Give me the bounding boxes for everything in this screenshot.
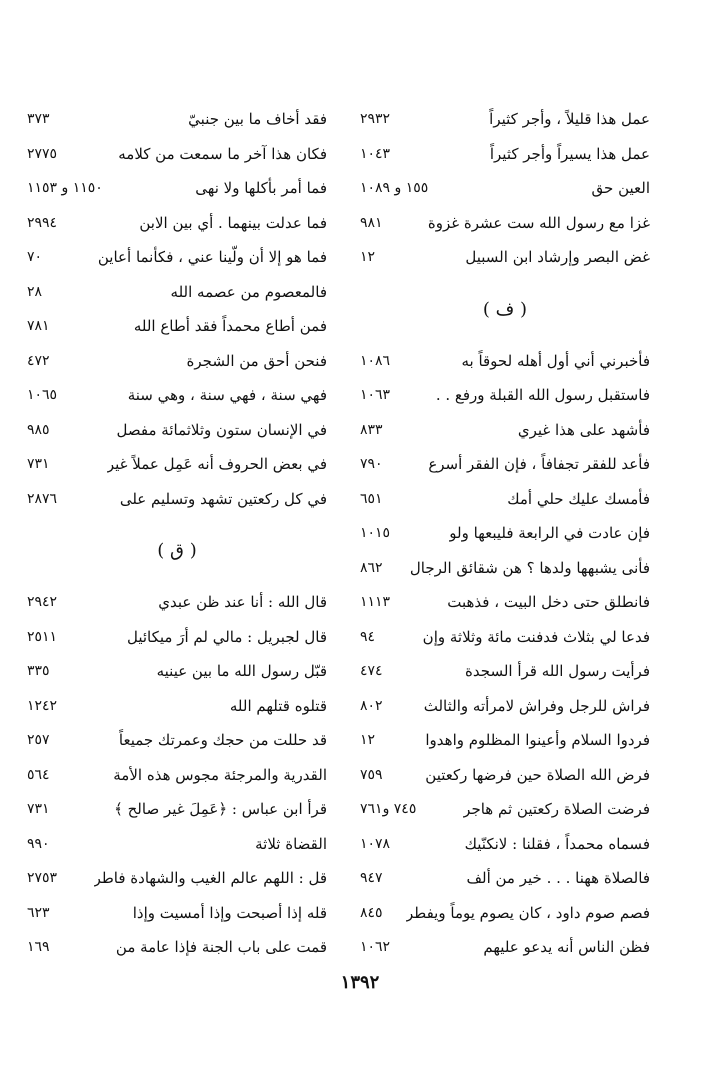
entry-text: في بعض الحروف أنه عَمِل عملاً غير bbox=[106, 455, 327, 473]
entry-number: ٢٨٧٦ bbox=[27, 490, 58, 507]
entry-number: ٥٦٤ bbox=[27, 766, 50, 783]
index-column-left bbox=[27, 102, 327, 965]
entry-text: قبّل رسول الله ما بين عينيه bbox=[156, 662, 327, 680]
entry-number: ٢٩٣٢ bbox=[360, 111, 391, 127]
index-entry bbox=[27, 930, 327, 965]
index-entry bbox=[360, 654, 650, 689]
entry-text: فنحن أحق من الشجرة bbox=[186, 351, 327, 370]
entry-text: العين حق bbox=[591, 179, 650, 197]
entry-text: فهي سنة ، فهي سنة ، وهي سنة bbox=[127, 386, 327, 404]
entry-text: فراش للرجل وفراش لامرأته والثالث bbox=[423, 696, 650, 715]
index-entry bbox=[360, 447, 650, 482]
index-entry bbox=[360, 758, 650, 793]
entry-text: عمل هذا يسيراً وأجر كثيراً bbox=[489, 144, 650, 163]
entry-number: ٢٩٤٢ bbox=[27, 594, 58, 610]
entry-number: ٦٢٣ bbox=[27, 904, 50, 921]
entry-text: فأعد للفقر تجفافاً ، فإن الفقر أسرع bbox=[428, 455, 650, 473]
index-entry bbox=[27, 447, 327, 482]
entry-text: في الإنسان ستون وثلاثمائة مفصل bbox=[116, 420, 327, 439]
index-entry bbox=[27, 275, 327, 310]
entry-text: فدعا لي بثلاث فدفنت مائة وثلاثة وإن bbox=[422, 627, 650, 646]
entry-number: ١٦٩ bbox=[27, 939, 50, 955]
entry-number: ١٠٦٥ bbox=[27, 387, 58, 403]
entry-number: ٢٨ bbox=[27, 283, 43, 300]
index-entry bbox=[27, 654, 327, 689]
entry-number: ٢٩٩٤ bbox=[27, 214, 58, 231]
entry-text: قمت على باب الجنة فإذا عامة من bbox=[115, 938, 327, 956]
index-entry bbox=[360, 585, 650, 620]
entry-text: فالصلاة ههنا . . . خير من ألف bbox=[466, 869, 650, 887]
index-entry bbox=[27, 585, 327, 620]
entry-text: فأخبرني أني أول أهله لحوقاً به bbox=[461, 351, 650, 370]
section-heading: ( ف ) bbox=[482, 298, 528, 320]
entry-number: ٩٤٧ bbox=[360, 870, 383, 886]
entry-text: قرأ ابن عباس : ﴿عَمِلَ غير صالح ﴾ bbox=[114, 800, 327, 818]
entry-number: ١١٥٠ و ١١٥٣ bbox=[27, 180, 103, 196]
index-entry bbox=[360, 861, 650, 896]
entry-text: فقد أخاف ما بين جنبيّ bbox=[188, 110, 327, 128]
entry-number: ٢٧٥٣ bbox=[27, 870, 58, 886]
entry-text: عمل هذا قليلاً ، وأجر كثيراً bbox=[489, 110, 650, 128]
entry-text: قال الله : أنا عند ظن عبدي bbox=[158, 593, 327, 611]
entry-number: ١٠٨٦ bbox=[360, 352, 391, 369]
index-entry bbox=[27, 620, 327, 655]
entry-text: فصم صوم داود ، كان يصوم يوماً ويفطر bbox=[406, 903, 650, 922]
entry-text: غزا مع رسول الله ست عشرة غزوة bbox=[427, 213, 650, 232]
index-entry bbox=[27, 758, 327, 793]
entry-text: فأنى يشبهها ولدها ؟ هن شقائق الرجال bbox=[409, 558, 650, 577]
index-entry bbox=[27, 309, 327, 344]
index-entry bbox=[27, 792, 327, 827]
entry-number: ٧٥٩ bbox=[360, 766, 383, 783]
entry-number: ٧٠ bbox=[27, 249, 43, 265]
entry-number: ٩٩٠ bbox=[27, 835, 50, 852]
index-column-right bbox=[360, 102, 650, 965]
index-entry bbox=[27, 723, 327, 758]
entry-text: قتلوه قتلهم الله bbox=[229, 696, 327, 715]
entry-text: فإن عادت في الرابعة فليبعها ولو bbox=[449, 524, 650, 542]
entry-number: ١٠٦٢ bbox=[360, 939, 391, 955]
entry-text: قله إذا أصبحت وإذا أمسيت وإذا bbox=[132, 903, 327, 922]
entry-number: ١٥٥ و ١٠٨٩ bbox=[360, 180, 429, 196]
entry-number: ٢٥١١ bbox=[27, 628, 58, 645]
entry-text: قال لجبريل : مالي لم أرَ ميكائيل bbox=[126, 627, 327, 646]
entry-text: فما هو إلا أن ولّينا عني ، فكأنما أعاين bbox=[97, 248, 327, 266]
index-entry bbox=[360, 930, 650, 965]
entry-number: ١٢٤٢ bbox=[27, 697, 58, 714]
entry-number: ٧٨١ bbox=[27, 318, 50, 334]
entry-number: ٣٣٥ bbox=[27, 663, 50, 679]
entry-text: قل : اللهم عالم الغيب والشهادة فاطر bbox=[93, 869, 327, 887]
entry-text: فاستقبل رسول الله القبلة ورفع . . bbox=[435, 386, 650, 404]
index-entry bbox=[27, 482, 327, 517]
entry-number: ٧٣١ bbox=[27, 456, 50, 472]
index-entry bbox=[27, 861, 327, 896]
index-entry bbox=[27, 413, 327, 448]
entry-number: ١١١٣ bbox=[360, 594, 391, 610]
entry-text: فأمسك عليك حلي أمك bbox=[507, 489, 650, 508]
entry-text: فانطلق حتى دخل البيت ، فذهبت bbox=[447, 593, 650, 611]
index-entry bbox=[360, 896, 650, 931]
index-entry bbox=[27, 896, 327, 931]
entry-text: فما عدلت بينهما . أي بين الابن bbox=[139, 213, 327, 232]
entry-number: ٣٧٣ bbox=[27, 111, 50, 127]
index-entry bbox=[27, 171, 327, 206]
entry-text: فكان هذا آخر ما سمعت من كلامه bbox=[118, 144, 327, 163]
index-entry bbox=[360, 171, 650, 206]
entry-number: ٨٤٥ bbox=[360, 904, 383, 921]
entry-text: قد حللت من حجك وعمرتك جميعاً bbox=[118, 731, 327, 749]
index-entry bbox=[360, 551, 650, 586]
index-entry bbox=[360, 482, 650, 517]
index-entry bbox=[360, 620, 650, 655]
entry-text: فردوا السلام وأعينوا المظلوم واهدوا bbox=[425, 731, 650, 749]
index-entry bbox=[360, 792, 650, 827]
entry-text: فسماه محمداً ، فقلنا : لانكنّيك bbox=[464, 834, 650, 853]
entry-text: فرأيت رسول الله قرأ السجدة bbox=[465, 662, 650, 680]
index-entry bbox=[27, 344, 327, 379]
entry-number: ١٠١٥ bbox=[360, 525, 391, 541]
entry-number: ٩٨٥ bbox=[27, 421, 50, 438]
entry-text: فما أمر بأكلها ولا نهى bbox=[195, 179, 327, 197]
index-entry bbox=[360, 344, 650, 379]
entry-number: ١٢ bbox=[360, 732, 376, 748]
entry-number: ٤٧٢ bbox=[27, 352, 50, 369]
index-entry bbox=[27, 240, 327, 275]
entry-number: ٧٤٥ و٧٦١ bbox=[360, 801, 417, 817]
entry-text: فمن أطاع محمداً فقد أطاع الله bbox=[133, 317, 327, 335]
entry-number: ٨٣٣ bbox=[360, 421, 383, 438]
entry-text: غض البصر وإرشاد ابن السبيل bbox=[465, 248, 650, 266]
index-entry bbox=[27, 137, 327, 172]
index-entry bbox=[360, 413, 650, 448]
entry-number: ١٠٦٣ bbox=[360, 387, 391, 403]
index-entry bbox=[27, 102, 327, 137]
entry-text: فالمعصوم من عصمه الله bbox=[170, 282, 327, 301]
entry-text: القدرية والمرجئة مجوس هذه الأمة bbox=[113, 765, 327, 784]
entry-number: ٢٥٧ bbox=[27, 732, 50, 748]
entry-number: ٨٠٢ bbox=[360, 697, 383, 714]
entry-number: ٩٤ bbox=[360, 628, 376, 645]
entry-text: فأشهد على هذا غيري bbox=[517, 420, 650, 439]
entry-text: فرضت الصلاة ركعتين ثم هاجر bbox=[463, 800, 650, 818]
entry-number: ٨٦٢ bbox=[360, 559, 383, 576]
entry-number: ١٠٧٨ bbox=[360, 835, 391, 852]
page-number: ١٣٩٢ bbox=[340, 972, 380, 993]
entry-number: ١٢ bbox=[360, 249, 376, 265]
index-entry bbox=[360, 723, 650, 758]
entry-number: ٩٨١ bbox=[360, 214, 383, 231]
entry-number: ٧٣١ bbox=[27, 801, 50, 817]
index-entry bbox=[360, 206, 650, 241]
entry-text: في كل ركعتين تشهد وتسليم على bbox=[119, 489, 327, 508]
entry-text: القضاة ثلاثة bbox=[255, 834, 327, 853]
index-entry bbox=[360, 137, 650, 172]
index-entry bbox=[360, 102, 650, 137]
index-entry bbox=[27, 689, 327, 724]
index-entry bbox=[27, 206, 327, 241]
entry-text: فظن الناس أنه يدعو عليهم bbox=[483, 938, 650, 956]
index-entry bbox=[27, 827, 327, 862]
entry-number: ٦٥١ bbox=[360, 490, 383, 507]
entry-number: ١٠٤٣ bbox=[360, 145, 391, 162]
entry-text: فرض الله الصلاة حين فرضها ركعتين bbox=[425, 765, 650, 784]
index-entry bbox=[360, 516, 650, 551]
section-heading: ( ق ) bbox=[157, 540, 197, 561]
index-entry bbox=[360, 689, 650, 724]
entry-number: ٤٧٤ bbox=[360, 663, 383, 679]
entry-number: ٧٩٠ bbox=[360, 456, 383, 472]
index-entry bbox=[360, 378, 650, 413]
index-entry bbox=[360, 827, 650, 862]
entry-number: ٢٧٧٥ bbox=[27, 145, 58, 162]
index-entry bbox=[360, 240, 650, 275]
index-entry bbox=[27, 378, 327, 413]
